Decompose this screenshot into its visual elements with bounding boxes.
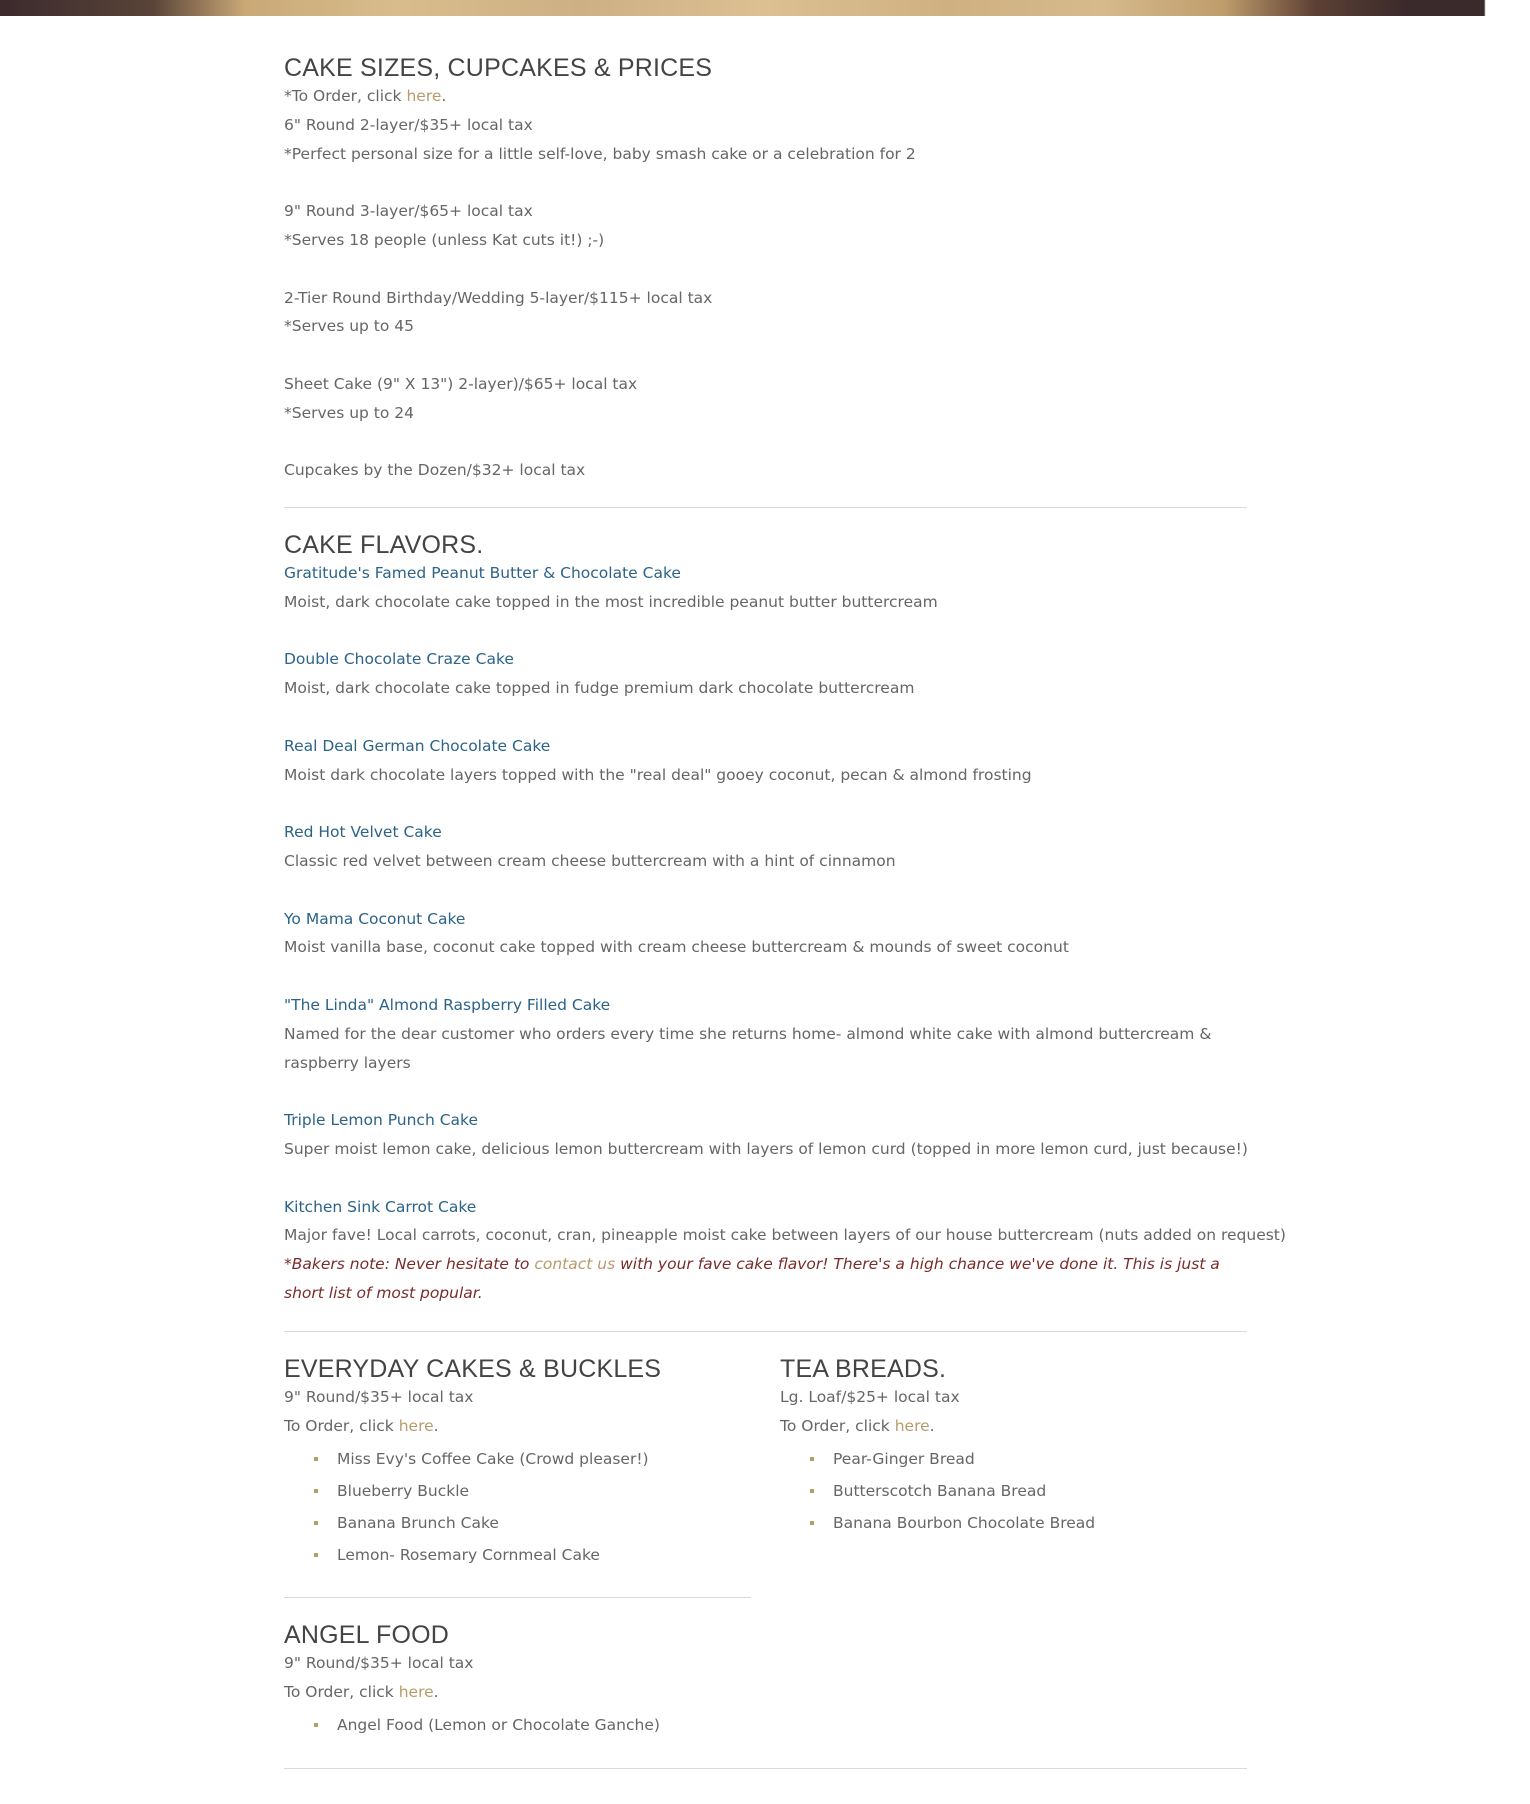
divider-4: [284, 1768, 1247, 1769]
flavor-item: [284, 645, 1247, 703]
flavor-desc: Major fave! Local carrots, coconut, cran, pineapple moist cake between layers of our house buttercream (nuts added on request): [284, 1226, 1286, 1245]
flavor-name-carrot: Kitchen Sink Carrot Cake: [284, 1197, 477, 1216]
size-9in-price: 9" Round 3-layer/$65+ local tax: [284, 202, 533, 221]
list-item-label: Lemon- Rosemary Cornmeal Cake: [337, 1545, 600, 1564]
size-9in-note: *Serves 18 people (unless Kat cuts it!) ;-): [284, 230, 605, 249]
bullet-icon: [810, 1489, 814, 1493]
flavors-section: [284, 527, 1286, 1308]
flavor-item: [284, 905, 1247, 963]
bullet-icon: [314, 1457, 318, 1461]
bullet-icon: [810, 1521, 814, 1525]
list-item-label: Miss Evy's Coffee Cake (Crowd pleaser!): [337, 1449, 649, 1468]
flavor-name-triple-lemon: Triple Lemon Punch Cake: [284, 1111, 478, 1130]
bullet-icon: [810, 1457, 814, 1461]
sizes-order-line: [284, 82, 1247, 111]
flavor-desc: Classic red velvet between cream cheese buttercream with a hint of cinnamon: [284, 851, 896, 870]
order-prefix: To Order, click: [780, 1416, 895, 1435]
sizes-order-link[interactable]: here: [406, 87, 442, 105]
flavor-name-double-chocolate: Double Chocolate Craze Cake: [284, 650, 514, 669]
bakers-note: [284, 1250, 1247, 1308]
header-banner-image: [0, 0, 1530, 16]
list-item-label: Butterscotch Banana Bread: [833, 1481, 1047, 1500]
flavor-name-peanut-butter: Gratitude's Famed Peanut Butter & Chocolate Cake: [284, 564, 681, 582]
list-item: [780, 1507, 1247, 1539]
list-item: [284, 1539, 751, 1571]
everyday-section: [284, 1351, 751, 1571]
divider-2: [284, 1331, 1247, 1332]
flavor-item: [284, 732, 1247, 790]
flavor-name-german-chocolate: Real Deal German Chocolate Cake: [284, 736, 551, 755]
everyday-title: EVERYDAY CAKES & BUCKLES: [284, 1355, 662, 1383]
flavor-name-the-linda: "The Linda" Almond Raspberry Filled Cake: [284, 995, 611, 1014]
everyday-price: 9" Round/$35+ local tax: [284, 1388, 474, 1406]
angel-food-order-line: [284, 1678, 751, 1707]
flavor-item: [284, 1106, 1247, 1164]
divider-1: [284, 507, 1247, 508]
list-item: [284, 1443, 751, 1475]
size-6in-note: *Perfect personal size for a little self-love, baby smash cake or a celebration for 2: [284, 144, 916, 163]
flavor-item: [284, 818, 1247, 876]
flavor-desc: Moist vanilla base, coconut cake topped with cream cheese buttercream & mounds of sweet coconut: [284, 938, 1069, 957]
flavor-item: [284, 559, 1247, 617]
note-prefix: *Bakers note: Never hesitate to: [284, 1255, 535, 1274]
list-item: [780, 1443, 1247, 1475]
everyday-list: [284, 1443, 751, 1571]
bullet-icon: [314, 1553, 318, 1557]
order-suffix: .: [441, 87, 447, 105]
flavor-item: [284, 1193, 1286, 1251]
flavors-title: CAKE FLAVORS.: [284, 531, 484, 559]
size-sheet-price: Sheet Cake (9" X 13") 2-layer)/$65+ local tax: [284, 374, 638, 393]
list-item: [780, 1475, 1247, 1507]
order-suffix: .: [433, 1682, 439, 1701]
flavor-desc: Named for the dear customer who orders every time she returns home- almond white cake with almond buttercream & raspberry layers: [284, 1024, 1212, 1072]
contact-us-link[interactable]: contact us: [534, 1255, 616, 1274]
order-prefix: To Order, click: [284, 1416, 399, 1435]
size-2tier-note: *Serves up to 45: [284, 317, 415, 336]
flavor-desc: Moist, dark chocolate cake topped in the most incredible peanut butter buttercream: [284, 592, 938, 611]
cupcakes-price: Cupcakes by the Dozen/$32+ local tax: [284, 461, 586, 480]
list-item-label: Pear-Ginger Bread: [833, 1449, 975, 1468]
angel-food-title: ANGEL FOOD: [284, 1621, 449, 1649]
bullet-icon: [314, 1521, 318, 1525]
list-item-label: Banana Brunch Cake: [337, 1513, 499, 1532]
angel-food-section: [284, 1617, 751, 1741]
tea-breads-section: [780, 1351, 1247, 1539]
size-6in-price: 6" Round 2-layer/$35+ local tax: [284, 115, 533, 134]
tea-breads-order-line: [780, 1412, 1247, 1441]
flavor-desc: Moist dark chocolate layers topped with the "real deal" gooey coconut, pecan & almond frosting: [284, 765, 1032, 784]
flavor-desc: Moist, dark chocolate cake topped in fudge premium dark chocolate buttercream: [284, 679, 915, 698]
everyday-order-link[interactable]: here: [398, 1416, 434, 1435]
list-item: [284, 1475, 751, 1507]
tea-breads-title: TEA BREADS.: [780, 1355, 947, 1383]
order-suffix: .: [433, 1416, 439, 1435]
order-prefix: *To Order, click: [284, 87, 407, 105]
bullet-icon: [314, 1489, 318, 1493]
size-sheet-note: *Serves up to 24: [284, 403, 415, 422]
everyday-order-line: [284, 1412, 751, 1441]
divider-3: [284, 1597, 751, 1598]
tea-breads-order-link[interactable]: here: [894, 1416, 930, 1435]
list-item-label: Angel Food (Lemon or Chocolate Ganche): [337, 1715, 660, 1734]
tea-breads-list: [780, 1443, 1247, 1539]
angel-food-price: 9" Round/$35+ local tax: [284, 1654, 474, 1672]
size-2tier-price: 2-Tier Round Birthday/Wedding 5-layer/$115+ local tax: [284, 288, 713, 307]
order-suffix: .: [929, 1416, 935, 1435]
angel-food-order-link[interactable]: here: [398, 1682, 434, 1701]
flavor-desc: Super moist lemon cake, delicious lemon buttercream with layers of lemon curd (topped in more lemon curd, just because!): [284, 1139, 1248, 1158]
bullet-icon: [314, 1723, 318, 1727]
list-item: [284, 1507, 751, 1539]
flavor-name-coconut: Yo Mama Coconut Cake: [284, 909, 466, 928]
sizes-section: [284, 50, 1247, 485]
list-item-label: Blueberry Buckle: [337, 1481, 470, 1500]
tea-breads-price: Lg. Loaf/$25+ local tax: [780, 1388, 960, 1406]
flavor-name-red-velvet: Red Hot Velvet Cake: [284, 823, 442, 842]
list-item: [284, 1709, 751, 1741]
list-item-label: Banana Bourbon Chocolate Bread: [833, 1513, 1096, 1532]
angel-food-list: [284, 1709, 751, 1741]
sizes-title: CAKE SIZES, CUPCAKES & PRICES: [284, 54, 713, 82]
flavor-item: [284, 991, 1247, 1077]
order-prefix: To Order, click: [284, 1682, 399, 1701]
note-suffix: with your fave cake flavor! There's a high chance we've done it. This is just a short list of most popular.: [284, 1255, 1220, 1302]
